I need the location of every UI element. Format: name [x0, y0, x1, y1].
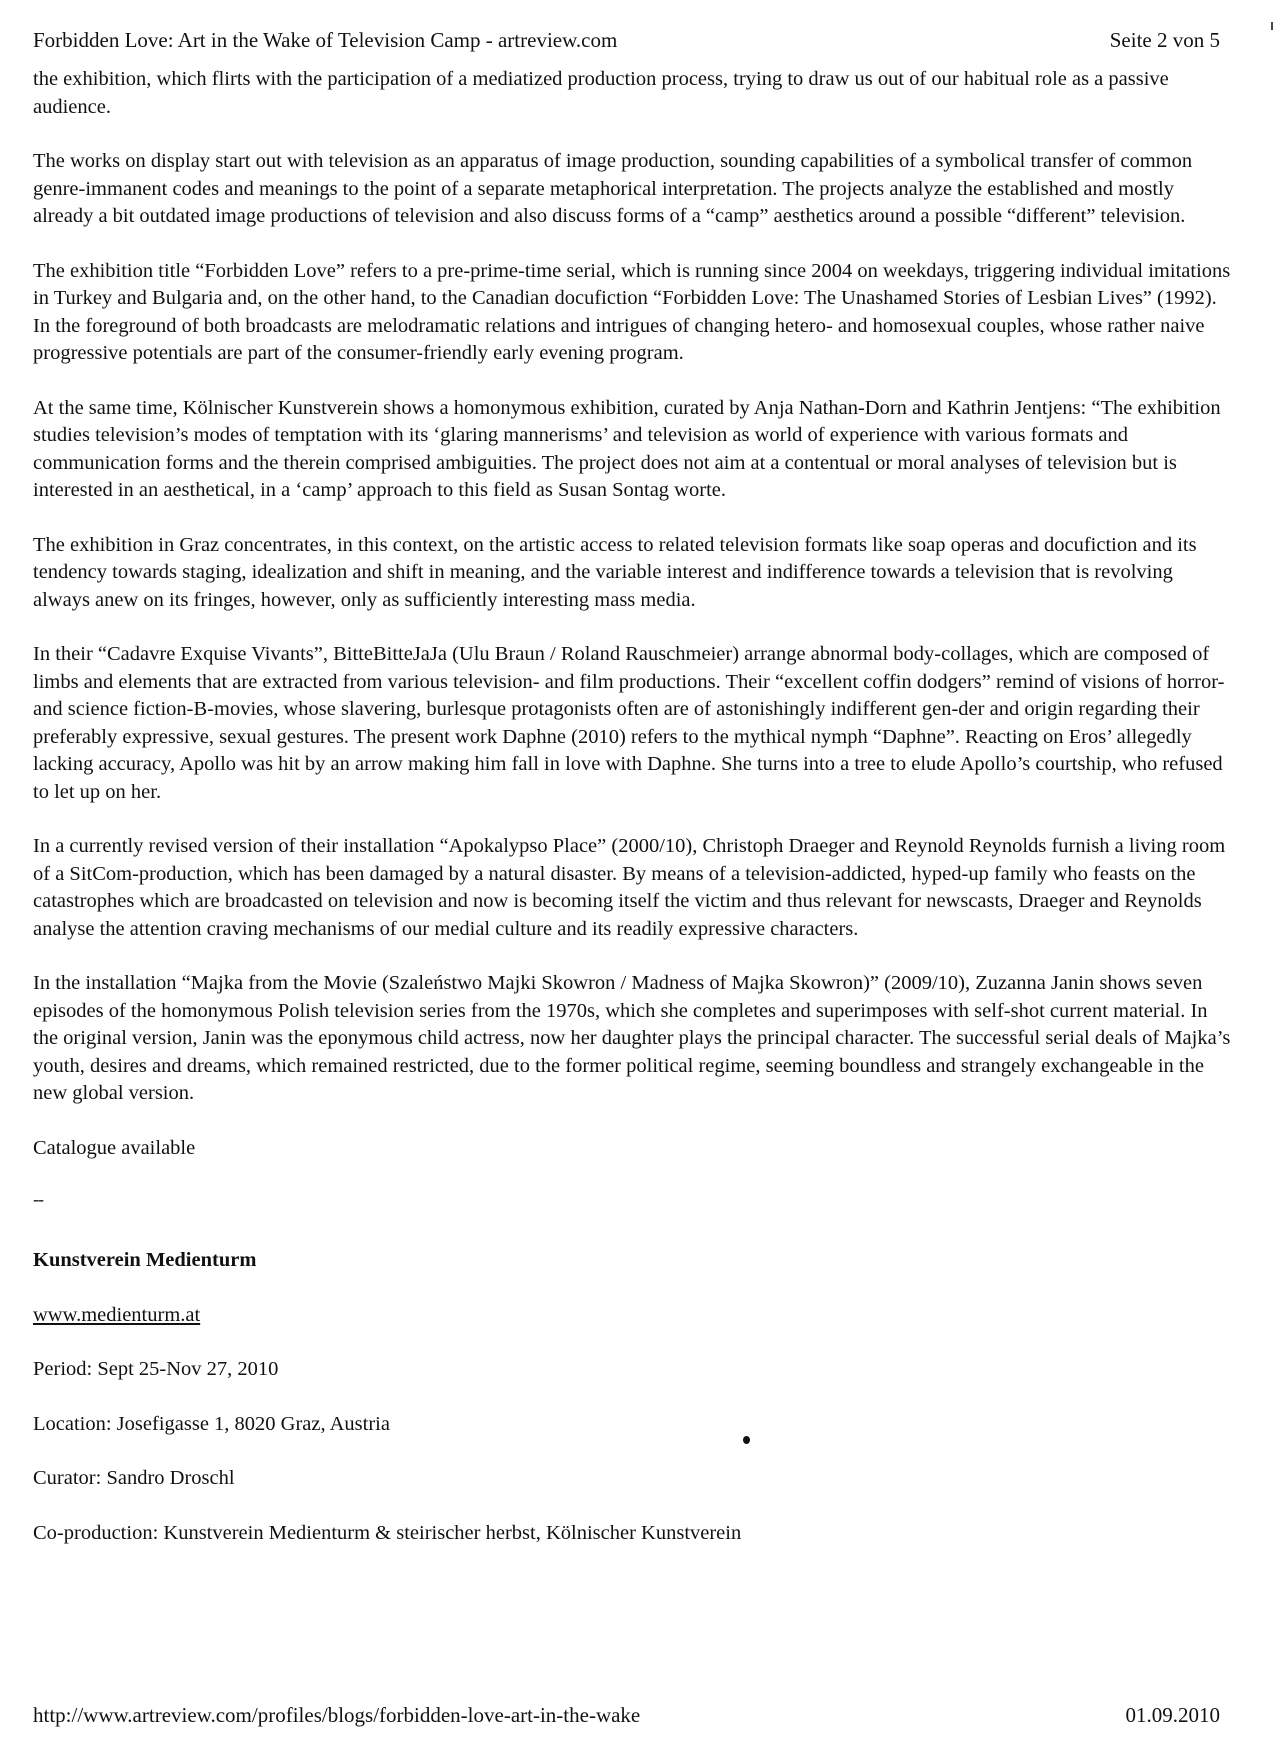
paragraph-2: The works on display start out with television as an apparatus of image production, sounding capabilities of a symbolical transfer of common genre-immanent codes and meanings to the point of a separate metaphorical interpretation. The projects analyze the established and mostly already a bit outdated image productions of television and also discuss forms of a “camp” aesthetics around a possible “different” television. [33, 150, 1193, 227]
exhibition-location: Location: Josefigasse 1, 8020 Graz, Austria [33, 1412, 390, 1435]
print-date: 01.09.2010 [1125, 1703, 1220, 1727]
paragraph-1: the exhibition, which flirts with the participation of a mediatized production process, trying to draw us out of our habitual role as a passive audience. [33, 68, 1169, 118]
catalogue-note: Catalogue available [33, 1136, 196, 1159]
venue-website[interactable] [33, 1302, 1231, 1330]
exhibition-period: Period: Sept 25-Nov 27, 2010 [33, 1358, 279, 1380]
paragraph-7: In a currently revised version of their installation “Apokalypso Place” (2000/10), Christoph Draeger and Reynold Reynolds furnish a living room of a SitCom-production, which has been damaged by a natural disaster. By means of a television-addicted, hyped-up family who feasts on the catastrophes which are broadcasted on television and now is becoming itself the victim and thus relevant for newscasts, Draeger and Reynolds analyse the attention craving mechanisms of our medial culture and its readily expressive characters. [33, 835, 1226, 940]
paragraph-3: The exhibition title “Forbidden Love” refers to a pre-prime-time serial, which is running since 2004 on weekdays, triggering individual imitations in Turkey and Bulgaria and, on the other hand, to the Canadian docufiction “Forbidden Love: The Unashamed Stories of Lesbian Lives” (1992). In the foreground of both broadcasts are melodramatic relations and intrigues of changing hetero- and homosexual couples, whose rather naive progressive potentials are part of the consumer-friendly early evening program. [33, 259, 1231, 364]
paragraph-8: In the installation “Majka from the Movie (Szaleństwo Majki Skowron / Madness of Majka Skowron)” (2009/10), Zuzanna Janin shows seven episodes of the homonymous Polish television series from the 1970s, which she completes and superimposes with self-shot current material. In the original version, Janin was the eponymous child actress, now her daughter plays the principal character. The successful serial deals of Majka’s youth, desires and dreams, which remained restricted, due to the former political regime, seeming boundless and strangely exchangeable in the new global version. [33, 972, 1231, 1104]
page-header [33, 27, 1220, 53]
paragraph-5: The exhibition in Graz concentrates, in this context, on the artistic access to related television formats like soap operas and docufiction and its tendency towards staging, idealization and shift in meaning, and the variable interest and indifference towards a television that is revolving always anew on its fringes, however, only as sufficiently interesting mass media. [33, 533, 1197, 611]
header-title: Forbidden Love: Art in the Wake of Television Camp - artreview.com [33, 28, 618, 52]
source-url[interactable]: http://www.artreview.com/profiles/blogs/forbidden-love-art-in-the-wake [33, 1703, 641, 1727]
venue-details [33, 1302, 1231, 1384]
exhibition-curator: Curator: Sandro Droschl [33, 1467, 235, 1489]
exhibition-coproduction: Co-production: Kunstverein Medienturm & steirischer herbst, Kölnischer Kunstverein [33, 1521, 742, 1544]
article-body [33, 66, 1231, 1574]
exhibition-details [33, 1411, 1231, 1548]
scan-speck [743, 1436, 750, 1444]
section-separator: -- [33, 1189, 43, 1209]
paragraph-4: At the same time, Kölnischer Kunstverein shows a homonymous exhibition, curated by Anja Nathan-Dorn and Kathrin Jentjens: “The exhibition studies television’s modes of temptation with its ‘glaring mannerisms’ and television as world of experience with various formats and communication forms and the therein comprised ambiguities. The project does not aim at a contentual or moral analyses of television but is interested in an aesthetical, in a ‘camp’ approach to this field as Susan Sontag worte. [33, 396, 1221, 501]
venue-website-link[interactable]: www.medienturm.at [33, 1303, 201, 1326]
page-footer [33, 1702, 1220, 1728]
page-indicator: Seite 2 von 5 [1109, 28, 1220, 52]
venue-name: Kunstverein Medienturm [33, 1249, 257, 1271]
paragraph-6: In their “Cadavre Exquise Vivants”, BitteBitteJaJa (Ulu Braun / Roland Rauschmeier) arrange abnormal body-collages, which are composed of limbs and elements that are extracted from various television- and film productions. Their “excellent coffin dodgers” remind of visions of horror- and science fiction-B-movies, whose slavering, burlesque protagonists often are of astonishingly indifferent gen-der and origin regarding their preferably expressive, sexual gestures. The present work Daphne (2010) refers to the mythical nymph “Daphne”. Reacting on Eros’ allegedly lacking accuracy, Apollo was hit by an arrow making him fall in love with Daphne. She turns into a tree to elude Apollo’s courtship, who refused to let up on her. [33, 643, 1225, 803]
